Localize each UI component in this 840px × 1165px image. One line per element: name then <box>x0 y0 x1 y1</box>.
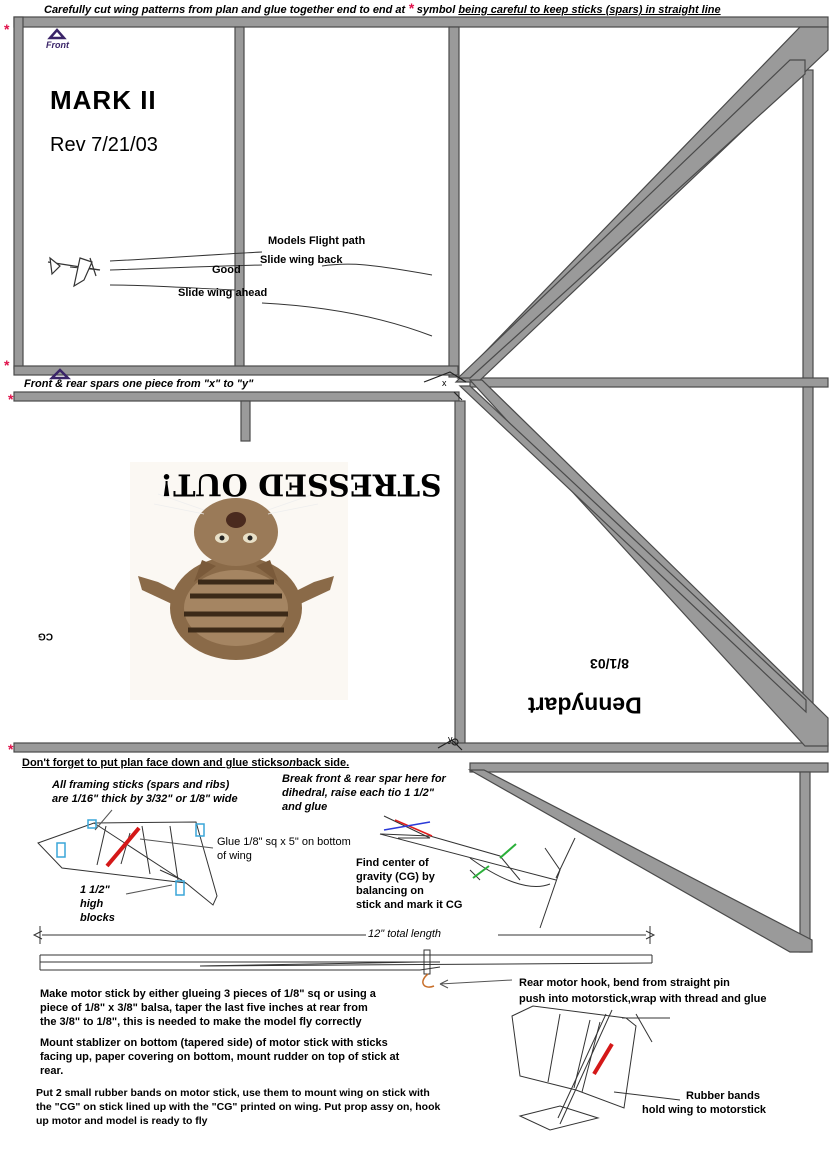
diagonal-spar-lower-inner <box>460 386 806 712</box>
left-edge-spar <box>14 17 23 369</box>
diagonal-spar-upper-inner <box>458 60 805 378</box>
blocks-line-3: blocks <box>80 912 115 924</box>
rear-hook-icon <box>423 974 434 987</box>
cut-star-markers <box>4 21 14 757</box>
front-label: Front <box>46 40 69 50</box>
cg-green-mark-2 <box>473 866 489 878</box>
motor-line-1: Make motor stick by either glueing 3 pieces of 1/8" sq or using a <box>40 988 376 1000</box>
rear-hook-line-1: Rear motor hook, bend from straight pin <box>519 977 730 989</box>
wing-sketch <box>38 822 217 905</box>
flight-path-title: Models Flight path <box>268 235 366 247</box>
right-rib-lower <box>803 387 813 747</box>
rib-1 <box>235 27 244 367</box>
plan-title: MARK II <box>50 85 157 115</box>
wing-cg-stick <box>107 828 139 866</box>
cg-line-4: stick and mark it CG <box>356 899 463 911</box>
length-label: 12" total length <box>368 928 442 940</box>
framing-line-1: All framing sticks (spars and ribs) <box>52 779 230 791</box>
stab-line-3: rear. <box>40 1065 64 1077</box>
rubber-line-2: the "CG" on stick lined up with the "CG" printed on wing. Put prop assy on, hook <box>36 1101 441 1113</box>
rib-2 <box>449 27 459 377</box>
top-front-spar <box>14 17 828 27</box>
spar-y-mark: y <box>448 734 453 744</box>
length-dimension <box>34 926 654 944</box>
rubber-line-1: Put 2 small rubber bands on motor stick, use them to mount wing on stick with <box>36 1087 430 1099</box>
blocks-line-1: 1 1/2" <box>80 884 110 896</box>
stab-line-2: facing up, paper covering on bottom, mount rudder on top of stick at <box>40 1051 400 1063</box>
glue-sq-line-1: Glue 1/8" sq x 5" on bottom <box>217 836 351 848</box>
glue-note-end: back side. <box>295 757 350 769</box>
author-flipped <box>528 692 642 718</box>
stressed-out-logo <box>130 462 442 700</box>
glue-note-on: on <box>282 757 296 769</box>
bands-line-2: hold wing to motorstick <box>642 1104 767 1116</box>
right-rib-upper <box>803 70 813 382</box>
cg-blue-mark <box>384 822 430 830</box>
date-flipped-text: 8/1/03 <box>590 656 629 673</box>
bands-line-1: Rubber bands <box>686 1090 760 1102</box>
rubber-line-3: up motor and model is ready to fly <box>36 1115 208 1127</box>
header-instruction-mid: end to end at <box>336 4 406 16</box>
mid-rear-spar <box>14 366 458 375</box>
slide-ahead-label: Slide wing ahead <box>178 287 268 299</box>
cg-line-1: Find center of <box>356 857 429 869</box>
rib-3 <box>241 401 250 441</box>
svg-text:*: * <box>4 21 10 37</box>
logo-text-box <box>160 466 442 501</box>
rib-4 <box>455 401 465 746</box>
svg-text:*: * <box>4 357 10 373</box>
framing-line-2: are 1/16" thick by 3/32" or 1/8" wide <box>52 793 238 805</box>
glue-note-start: Don't forget to put plan face down and glue sticks <box>22 757 283 769</box>
cg-mark-text: CG <box>38 630 53 642</box>
spar-note: Front & rear spars one piece from "x" to "y" <box>24 378 254 390</box>
author-flipped-text: Dennydart <box>528 692 642 719</box>
header-star: * <box>408 0 414 16</box>
header-instruction-end: being careful to keep sticks (spars) in straight line <box>458 4 721 16</box>
date-flipped <box>590 656 629 672</box>
svg-text:*: * <box>8 741 14 757</box>
cg-line-2: gravity (CG) by <box>356 871 435 883</box>
motor-line-3: the 3/8" to 1/8", this is needed to make the model fly correctly <box>40 1016 362 1028</box>
tail-top-spar <box>470 763 828 772</box>
cg-green-mark <box>500 844 516 858</box>
spar-x-mark: x <box>442 378 447 388</box>
motor-line-2: piece of 1/8" x 3/8" balsa, taper the last five inches at rear from <box>40 1002 368 1014</box>
stab-line-1: Mount stablizer on bottom (tapered side) of motor stick with sticks <box>40 1037 388 1049</box>
break-line-2: dihedral, raise each tio 1 1/2" <box>282 787 434 799</box>
tail-diagonal <box>470 770 812 952</box>
cg-mark-flipped <box>38 630 53 642</box>
tail-right-rib <box>800 772 810 952</box>
assembled-cg-stick <box>594 1044 612 1074</box>
svg-text:*: * <box>8 391 14 407</box>
plan-revision: Rev 7/21/03 <box>50 134 158 156</box>
cg-line-3: balancing on <box>356 885 424 897</box>
lower-front-spar <box>14 392 459 401</box>
motor-stick-sketch <box>40 950 652 974</box>
header-instruction-start: Carefully cut wing patterns from plan and glue together <box>44 4 334 16</box>
break-line-3: and glue <box>282 801 328 813</box>
header-instruction-symbol: symbol <box>416 4 456 16</box>
header-instruction <box>44 0 721 17</box>
mini-plane-icon <box>48 258 100 286</box>
glue-note <box>22 757 349 770</box>
break-line-1: Break front & rear spar here for <box>282 773 446 785</box>
logo-text: STRESSED OUT! <box>160 466 442 502</box>
lower-rear-spar <box>14 743 828 752</box>
glue-sq-line-2: of wing <box>217 850 252 862</box>
blocks-line-2: high <box>80 898 104 910</box>
slide-back-label: Slide wing back <box>260 254 343 266</box>
front-marker-icon <box>50 30 64 38</box>
mid-right-spar <box>470 378 828 387</box>
rear-hook-line-2: push into motorstick,wrap with thread and glue <box>519 993 767 1005</box>
good-label: Good <box>212 264 241 276</box>
rear-hook-arrow <box>440 980 512 988</box>
